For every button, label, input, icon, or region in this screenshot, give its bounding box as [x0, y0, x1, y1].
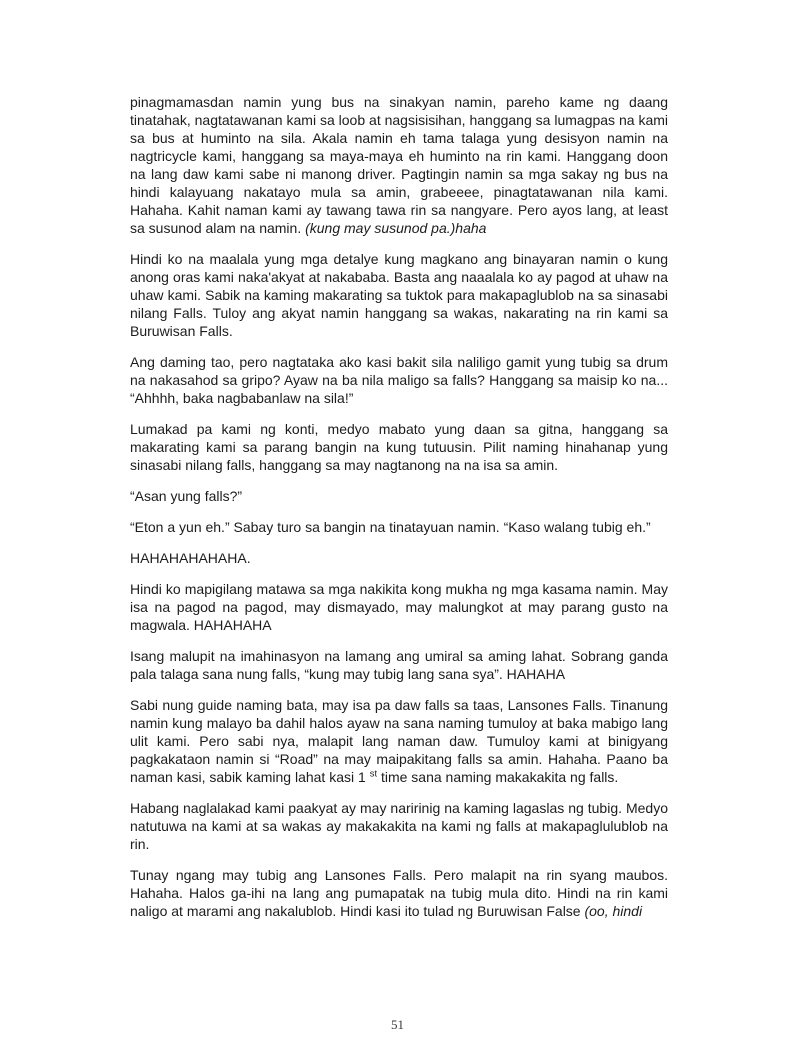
paragraph [130, 580, 668, 634]
paragraph [130, 799, 668, 853]
page-number: 51 [391, 1017, 404, 1032]
paragraph [130, 518, 668, 536]
italic-text: (oo, hindi [584, 903, 643, 919]
paragraph [130, 420, 668, 474]
body-text: Habang naglalakad kami paakyat ay may naririnig na kaming lagaslas ng tubig. Medyo natutuwa na kami at sa wakas ay makakakita na kami ng falls at makapaglulublob na rin. [130, 800, 668, 852]
paragraph [130, 696, 668, 786]
paragraph [130, 487, 668, 505]
body-text: pinagmamasdan namin yung bus na sinakyan namin, pareho kame ng daang tinatahak, nagtatawanan kami sa loob at nagsisisihan, hanggang sa lumagpas na kami sa bus at huminto na sila. Akala namin eh tama talaga yung desisyon namin na nagtricycle kami, hanggang sa maya-maya eh huminto na rin kami. Hanggang doon na lang daw kami sabe ni manong driver. Pagtingin namin sa mga sakay ng bus na hindi kalayuang nakatayo mula sa amin, grabeeee, pinagtatawanan nila kami. Hahaha. Kahit naman kami ay tawang tawa rin sa nangyare. Pero ayos lang, at least sa susunod alam na namin. [130, 94, 668, 236]
body-text: Ang daming tao, pero nagtataka ako kasi bakit sila naliligo gamit yung tubig sa drum na nakasahod sa gripo? Ayaw na ba nila maligo sa falls? Hanggang sa maisip ko na... “Ahhhh, baka nagbabanlaw na sila!” [130, 354, 668, 406]
superscript-text: st [369, 768, 378, 780]
paragraph [130, 549, 668, 567]
paragraph [130, 93, 668, 237]
body-text: time sana naming makakakita ng falls. [377, 769, 619, 785]
body-text: Hindi ko na maalala yung mga detalye kung magkano ang binayaran namin o kung anong oras kami naka'akyat at nakababa. Basta ang naaalala ko ay pagod at uhaw na uhaw kami. Sabik na kaming makarating sa tuktok para makapaglublob na sa sinasabi nilang Falls. Tuloy ang akyat namin hanggang sa wakas, nakarating na rin kami sa Buruwisan Falls. [130, 251, 668, 339]
paragraph [130, 647, 668, 683]
body-text: “Eton a yun eh.” Sabay turo sa bangin na tinatayuan namin. “Kaso walang tubig eh.” [130, 519, 651, 535]
body-text: Isang malupit na imahinasyon na lamang ang umiral sa aming lahat. Sobrang ganda pala talaga sana nung falls, “kung may tubig lang sana sya”. HAHAHA [130, 648, 668, 682]
paragraph [130, 353, 668, 407]
body-text: Sabi nung guide naming bata, may isa pa daw falls sa taas, Lansones Falls. Tinanung namin kung malayo ba dahil halos ayaw na sana naming tumuloy at baka mabigo lang ulit kami. Pero sabi nya, malapit lang naman daw. Tumuloy kami at binigyang pagkakataon namin si “Road” na may maipakitang falls sa amin. Hahaha. Paano ba naman kasi, sabik kaming lahat kasi 1 [130, 697, 668, 785]
body-text: HAHAHAHAHAHA. [130, 550, 251, 566]
paragraph [130, 250, 668, 340]
body-text: Tunay ngang may tubig ang Lansones Falls. Pero malapit na rin syang maubos. Hahaha. Halos ga-ihi na lang ang pumapatak na tubig mula dito. Hindi na rin kami naligo at marami ang nakalublob. Hindi kasi ito tulad ng Buruwisan False [130, 867, 668, 919]
body-text: Hindi ko mapigilang matawa sa mga nakikita kong mukha ng mga kasama namin. May isa na pagod na pagod, may dismayado, may malungkot at may parang gusto na magwala. HAHAHAHA [130, 581, 668, 633]
paragraph [130, 866, 668, 920]
italic-text: (kung may susunod pa.)haha [305, 220, 487, 236]
body-text: “Asan yung falls?” [130, 488, 243, 504]
body-text: Lumakad pa kami ng konti, medyo mabato yung daan sa gitna, hanggang sa makarating kami sa parang bangin na kung tutuusin. Pilit naming hinahanap yung sinasabi nilang falls, hanggang sa may nagtanong na na isa sa amin. [130, 421, 668, 473]
text-body [130, 93, 668, 933]
